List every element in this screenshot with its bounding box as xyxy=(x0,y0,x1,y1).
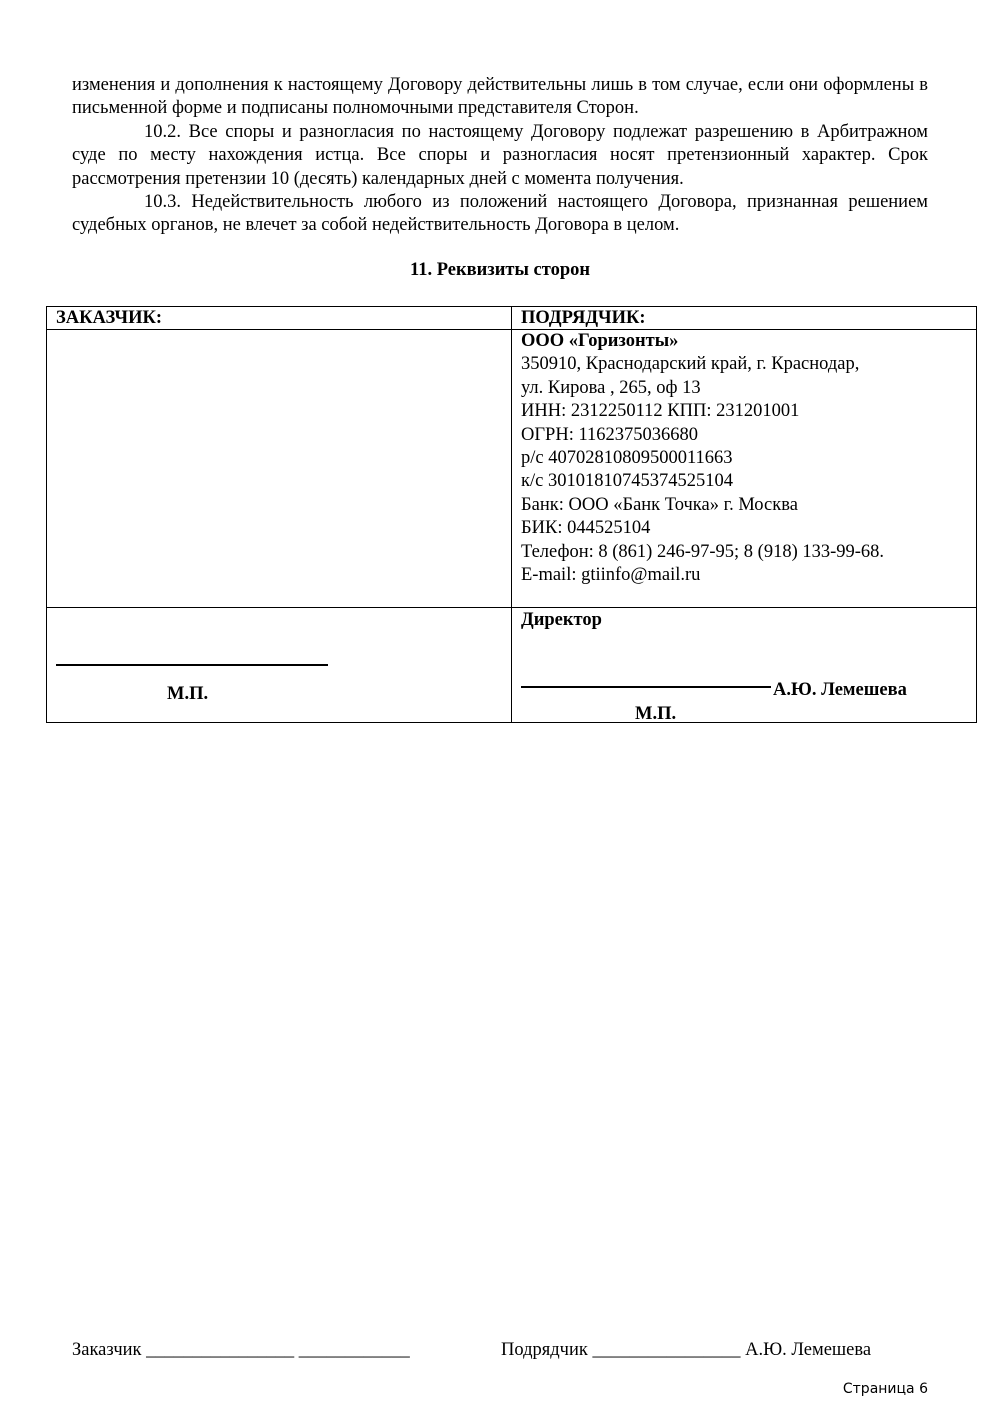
contractor-correspondent-account: к/с 30101810745374525104 xyxy=(521,471,733,492)
contractor-signature-line xyxy=(521,686,771,688)
contractor-bik: БИК: 044525104 xyxy=(521,518,651,539)
contractor-phone: Телефон: 8 (861) 246-97-95; 8 (918) 133-99-68. xyxy=(521,541,885,562)
signature-row xyxy=(47,608,977,723)
contractor-address-line-2: ул. Кирова , 265, оф 13 xyxy=(521,377,701,398)
footer-customer-signature: Заказчик ________________ ____________ xyxy=(72,1340,410,1360)
contractor-header: ПОДРЯДЧИК: xyxy=(512,307,977,330)
contractor-stamp-label: М.П. xyxy=(635,704,677,725)
contractor-details-cell xyxy=(512,330,977,608)
contractor-bank: Банк: ООО «Банк Точка» г. Москва xyxy=(521,494,798,515)
details-row xyxy=(47,330,977,608)
customer-stamp-label: М.П. xyxy=(167,684,209,705)
page-number: Страница 6 xyxy=(842,1381,928,1397)
contractor-position: Директор xyxy=(521,610,602,631)
contract-body-text xyxy=(72,74,928,238)
paragraph-10-1-continuation: изменения и дополнения к настоящему Договору действительны лишь в том случае, если они оформлены в письменной форме и подписаны полномочными представителя Сторон. xyxy=(72,75,928,119)
contractor-address-line-1: 350910, Краснодарский край, г. Краснодар, xyxy=(521,354,860,375)
contractor-signer-name: А.Ю. Лемешева xyxy=(773,680,907,701)
footer-contractor-signature: Подрядчик ________________ А.Ю. Лемешева xyxy=(501,1340,872,1360)
customer-header: ЗАКАЗЧИК: xyxy=(47,307,512,330)
contractor-settlement-account: р/с 40702810809500011663 xyxy=(521,448,733,469)
paragraph-10-2: 10.2. Все споры и разногласия по настоящему Договору подлежат разрешению в Арбитражном суде по месту нахождения истца. Все споры и разногласия носят претензионный характер. Срок рассмотрения претензии 10 (десять) календарных дней с момента получения. xyxy=(72,121,928,189)
table-header-row xyxy=(47,307,977,330)
customer-details-cell xyxy=(47,330,512,608)
customer-signature-line xyxy=(56,664,328,666)
contractor-email: E-mail: gtiinfo@mail.ru xyxy=(521,565,701,586)
contractor-name: ООО «Горизонты» xyxy=(521,331,679,351)
contractor-signature-cell xyxy=(512,608,977,723)
section-title: 11. Реквизиты сторон xyxy=(409,260,591,280)
customer-signature-cell xyxy=(47,608,512,723)
contractor-ogrn: ОГРН: 1162375036680 xyxy=(521,424,699,445)
contractor-inn-kpp: ИНН: 2312250112 КПП: 231201001 xyxy=(521,401,800,422)
paragraph-10-3: 10.3. Недействительность любого из положений настоящего Договора, признанная решением судебных органов, не влечет за собой недействительность Договора в целом. xyxy=(72,192,928,236)
requisites-table xyxy=(46,306,977,723)
